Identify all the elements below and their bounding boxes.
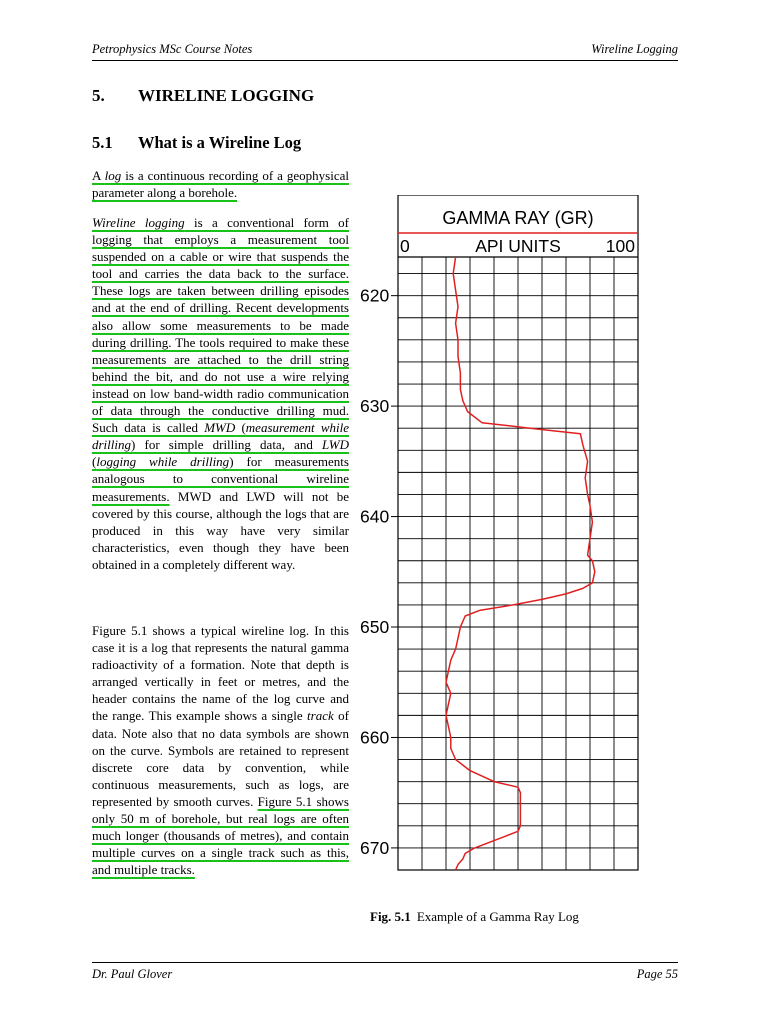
text-run: Figure 5.1 shows only 50 m of borehole, but real logs are often much longer (thousands of metres), and contain multiple curves on a single track such as this, and multiple tracks.	[92, 793, 349, 878]
text-run: ) for measurements analogous to conventional wireline measurements.	[92, 454, 349, 504]
y-tick-label: 660	[360, 727, 390, 748]
section-title: WIRELINE LOGGING	[138, 86, 315, 105]
term-wireline-logging: Wireline logging	[92, 215, 185, 230]
y-tick-label: 620	[360, 285, 390, 306]
term-log: log	[104, 168, 122, 183]
page-footer	[92, 962, 678, 984]
figure-label: Fig. 5.1	[370, 909, 411, 924]
figure-caption	[370, 909, 579, 925]
text-run: is a conventional form of logging that employs a measurement tool suspended on a cable or wire that suspends the tool and carries the data back to the surface. These logs are taken between drilling episodes and at the end of drilling. Recent developments also allow some measurements to be made during drilling. The tools required to make these measurements are attached to the drill string behind the bit, and do not use a wire relying instead on low band-width radio communication of data through the conductive drilling mud. Such data is called	[92, 215, 349, 436]
paragraph-wireline-logging	[92, 214, 349, 573]
page-header	[92, 42, 678, 61]
header-chapter-title: Wireline Logging	[591, 42, 678, 56]
term-lwd-expansion: logging while drilling	[96, 454, 230, 470]
text-run: is a continuous recording of a geophysical parameter along a borehole.	[92, 168, 350, 201]
header-course-title: Petrophysics MSc Course Notes	[92, 42, 253, 56]
gamma-ray-chart	[355, 195, 645, 885]
y-tick-label: 650	[360, 617, 390, 638]
text-run: ) for simple drilling data, and	[131, 437, 323, 453]
subsection-title: What is a Wireline Log	[138, 133, 302, 152]
paragraph-log-definition	[92, 167, 349, 201]
term-lwd: LWD	[322, 437, 349, 453]
x-axis-label: API UNITS	[475, 236, 561, 256]
footer-author: Dr. Paul Glover	[92, 967, 173, 981]
paragraph-figure-description	[92, 622, 349, 878]
gamma-ray-curve	[446, 257, 595, 870]
term-track: track	[307, 708, 334, 724]
term-mwd-expansion: measurement while drilling	[92, 420, 350, 453]
y-tick-label: 670	[360, 837, 390, 858]
section-number: 5.	[92, 86, 105, 105]
y-tick-labels	[360, 286, 398, 858]
footer-page-number: Page 55	[636, 967, 678, 981]
section-heading	[92, 86, 314, 106]
text-run: A	[92, 168, 105, 183]
chart-title: GAMMA RAY (GR)	[442, 208, 594, 228]
text-run: MWD and LWD will not be covered by this course, although the logs that are produced in this way have very similar characteristics, even though they have been obtained in a completely different way.	[92, 488, 349, 572]
gamma-ray-log-figure	[355, 195, 645, 885]
x-tick-label-min: 0	[400, 236, 410, 256]
chart-grid	[398, 257, 638, 870]
text-run: Figure 5.1 shows a typical wireline log. In this case it is a log that represents the natural gamma radioactivity of a formation. Note that depth is arranged vertically in feet or metres, and the header contains the name of the log curve and the range. This example shows a single	[92, 623, 349, 724]
text-run: of data. Note also that no data symbols are shown on the curve. Symbols are retained to represent discrete core data by convention, while continuous measurements, such as logs, are represented by smooth curves.	[92, 708, 349, 809]
text-run: (	[92, 454, 97, 470]
text-run: (	[235, 420, 246, 436]
y-tick-label: 630	[360, 396, 390, 417]
figure-caption-text: Example of a Gamma Ray Log	[416, 909, 579, 924]
term-mwd: MWD	[204, 420, 236, 436]
subsection-heading	[92, 133, 301, 153]
subsection-number: 5.1	[92, 133, 113, 152]
y-tick-label: 640	[360, 506, 390, 527]
x-tick-label-max: 100	[605, 236, 635, 256]
